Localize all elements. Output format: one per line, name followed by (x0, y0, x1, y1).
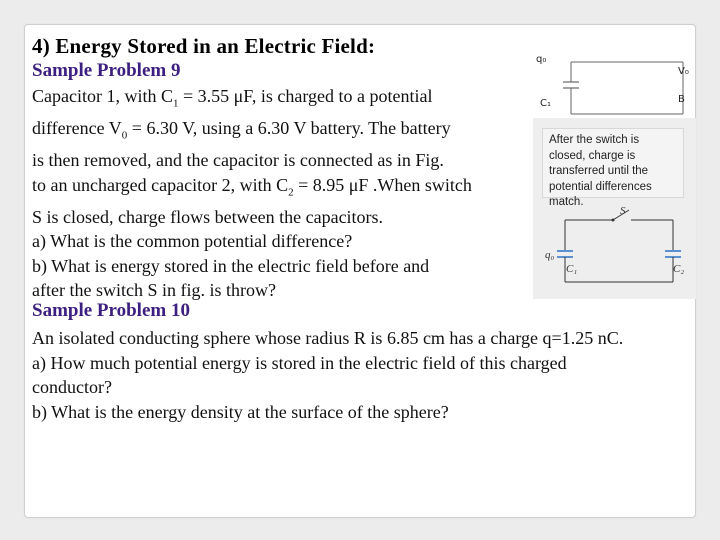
problem9-title: Sample Problem 9 (32, 60, 181, 81)
problem9-line1: Capacitor 1, with $C_1 = 3.55$ μF, is charged to a potential (32, 86, 433, 110)
q0-label: q₀ (545, 249, 555, 261)
problem9-line3: is then removed, and the capacitor is connected as in Fig. (32, 150, 444, 171)
problem10-line1: An isolated conducting sphere whose radius R is 6.85 cm has a charge q=1.25 nC. (32, 328, 624, 348)
top-q0-label: q₀ (536, 54, 547, 65)
top-v0-label: V₀ (678, 66, 689, 77)
problem10-line2: a) How much potential energy is stored in the electric field of this charged (32, 352, 567, 373)
problem9-question-b1: b) What is energy stored in the electric field before and (32, 255, 430, 276)
problem10-line3: conductor? (32, 377, 112, 397)
problem9-line4: to an uncharged capacitor 2, with $C_2 = 8.95$ μF .When switch (32, 174, 472, 199)
problem9-line5: S is closed, charge flows between the capacitors. (32, 206, 384, 227)
top-c1-label: C₁ (540, 98, 551, 109)
problem9-line2: difference $V_0 = 6.30$ V, using a 6.30 V battery. The battery (32, 118, 451, 142)
top-b-label: B (678, 94, 685, 105)
problem9-question-b2: after the switch S in fig. is throw? (32, 280, 276, 301)
problem10-line4: b) What is the energy density at the surface of the sphere? (32, 401, 449, 422)
c2-label: C₂ (673, 263, 685, 275)
c1-label: C₁ (566, 263, 578, 275)
problem10-title: Sample Problem 10 (32, 300, 190, 321)
figure-caption: After the switch is closed, charge is transferred until the potential differences match. (542, 128, 684, 198)
charging-circuit-figure (533, 52, 693, 122)
section-heading: 4) Energy Stored in an Electric Field: (32, 34, 376, 58)
problem10-text (32, 326, 702, 424)
problem9-text (32, 84, 532, 303)
switch-label: S (620, 205, 626, 217)
two-capacitor-circuit (533, 198, 696, 299)
problem9-question-a: a) What is the common potential difference? (32, 231, 353, 252)
